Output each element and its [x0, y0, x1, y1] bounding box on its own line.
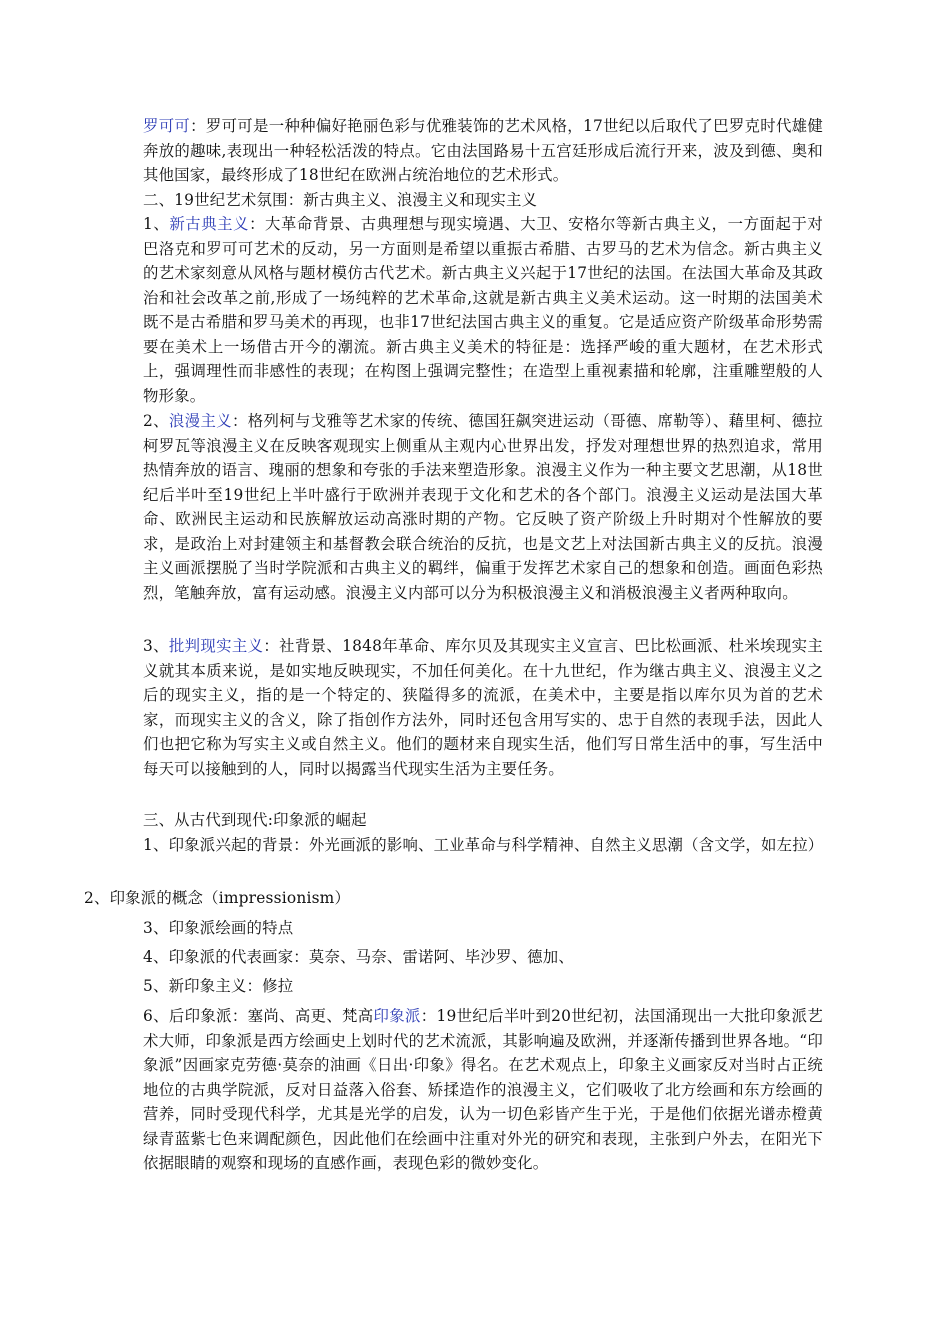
list-item-4: 4、印象派的代表画家：莫奈、马奈、雷诺阿、毕沙罗、德加、	[143, 948, 574, 966]
paragraph-rococo	[143, 114, 823, 188]
neoclassicism-number: 1、	[143, 215, 170, 233]
term-rococo: 罗可可	[143, 117, 191, 135]
term-neoclassicism: 新古典主义	[169, 215, 250, 233]
paragraph-realism-text: ：社背景、1848年革命、库尔贝及其现实主义宣言、巴比松画派、杜米埃现实主义就其本质来说，是如实地反映现实，不加任何美化。在十九世纪，作为继古典主义、浪漫主义之后的现实主义，指的是一个特定的、狭隘得多的流派，在美术中，主要是指以库尔贝为首的艺术家，而现实主义的含义，除了指创作方法外，同时还包含用写实的、忠于自然的表现手法，因此人们也把它称为写实主义或自然主义。他们的题材来自现实生活，他们写日常生活中的事，写生活中每天可以接触到的人，同时以揭露当代现实生活为主要任务。	[143, 637, 823, 778]
term-romanticism: 浪漫主义	[168, 412, 232, 430]
realism-number: 3、	[143, 637, 169, 655]
paragraph-realism	[143, 634, 823, 781]
paragraph-romanticism-text: ：格列柯与戈雅等艺术家的传统、德国狂飙突进运动（哥德、席勒等）、藉里柯、德拉柯罗瓦等浪漫主义在反映客观现实上侧重从主观内心世界出发，抒发对理想世界的热烈追求，常用热情奔放的语言、瑰丽的想象和夸张的手法来塑造形象。浪漫主义作为一种主要文艺思潮，从18世纪后半叶至19世纪上半叶盛行于欧洲并表现于文化和艺术的各个部门。浪漫主义运动是法国大革命、欧洲民主运动和民族解放运动高涨时期的产物。它反映了资产阶级上升时期对个性解放的要求，是政治上对封建领主和基督教会联合统治的反抗，也是文艺上对法国新古典主义的反抗。浪漫主义画派摆脱了当时学院派和古典主义的羁绊，偏重于发挥艺术家自己的想象和创造。画面色彩热烈，笔触奔放，富有运动感。浪漫主义内部可以分为积极浪漫主义和消极浪漫主义者两种取向。	[143, 412, 823, 602]
list-item-5: 5、新印象主义：修拉	[143, 977, 294, 995]
list-item-6	[143, 1004, 823, 1176]
list-item-6-prefix: 6、后印象派：塞尚、高更、梵高	[143, 1007, 374, 1025]
section-heading-19th-century: 二、19世纪艺术氛围：新古典主义、浪漫主义和现实主义	[143, 191, 538, 209]
list-item-6-text: ：19世纪后半叶到20世纪初，法国涌现出一大批印象派艺术大师，印象派是西方绘画史上划时代的艺术流派，其影响遍及欧洲，并逐渐传播到世界各地。“印象派”因画家克劳德·莫奈的油画《日出·印象》得名。在艺术观点上，印象主义画家反对当时占正统地位的古典学院派，反对日益落入俗套、矫揉造作的浪漫主义，它们吸收了北方绘画和东方绘画的营养，同时受现代科学，尤其是光学的启发，认为一切色彩皆产生于光，于是他们依据光谱赤橙黄绿青蓝紫七色来调配颜色，因此他们在绘画中注重对外光的研究和表现，主张到户外去，在阳光下依据眼睛的观察和现场的直感作画，表现色彩的微妙变化。	[143, 1007, 823, 1172]
term-impressionism: 印象派	[373, 1007, 421, 1025]
list-item-2: 2、印象派的概念（impressionism）	[84, 889, 351, 907]
section-heading-impressionism: 三、从古代到现代:印象派的崛起	[143, 811, 367, 829]
paragraph-rococo-text: ：罗可可是一种种偏好艳丽色彩与优雅装饰的艺术风格，17世纪以后取代了巴罗克时代雄健奔放的趣味,表现出一种轻松活泼的特点。它由法国路易十五宫廷形成后流行开来，波及到德、奥和其他国家，最终形成了18世纪在欧洲占统治地位的艺术形式。	[143, 117, 823, 184]
romanticism-number: 2、	[143, 412, 169, 430]
term-critical-realism: 批判现实主义	[168, 637, 264, 655]
paragraph-neoclassicism-text: ：大革命背景、古典理想与现实境遇、大卫、安格尔等新古典主义，一方面起于对巴洛克和罗可可艺术的反动，另一方面则是希望以重振古希腊、古罗马的艺术为信念。新古典主义的艺术家刻意从风格与题材模仿古代艺术。新古典主义兴起于17世纪的法国。在法国大革命及其政治和社会改革之前,形成了一场纯粹的艺术革命,这就是新古典主义美术运动。这一时期的法国美术既不是古希腊和罗马美术的再现，也非17世纪法国古典主义的重复。它是适应资产阶级革命形势需要在美术上一场借古开今的潮流。新古典主义美术的特征是：选择严峻的重大题材，在艺术形式上，强调理性而非感性的表现；在构图上强调完整性；在造型上重视素描和轮廓，注重雕塑般的人物形象。	[143, 215, 823, 405]
paragraph-neoclassicism	[143, 212, 823, 408]
list-item-3: 3、印象派绘画的特点	[143, 919, 294, 937]
list-item-1: 1、印象派兴起的背景：外光画派的影响、工业革命与科学精神、自然主义思潮（含文学，如左拉）	[143, 836, 824, 854]
paragraph-romanticism	[143, 409, 823, 605]
